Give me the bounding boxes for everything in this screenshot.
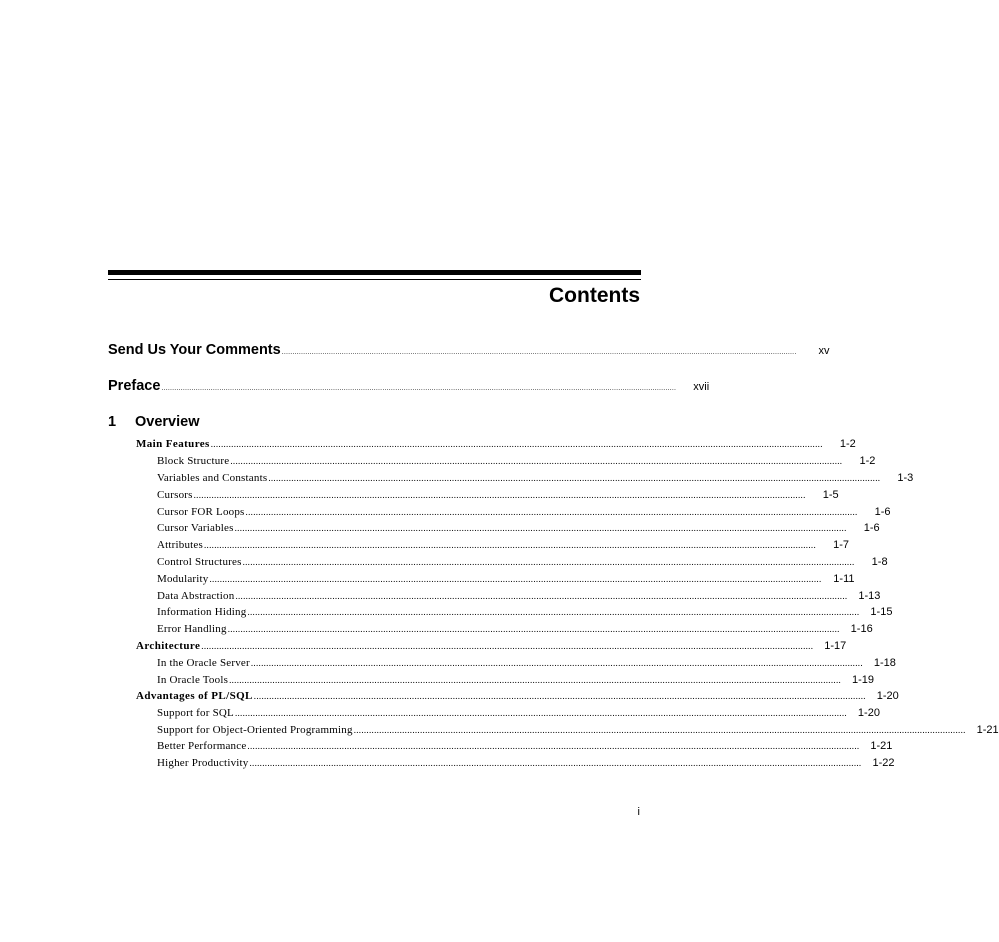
toc-entry-label: Better Performance xyxy=(157,740,247,752)
dot-leader: ................................................................................................................................................................................................................................................ xyxy=(227,624,840,634)
dot-leader: ................................................................................................................................................................................................................................................ xyxy=(193,490,806,500)
toc-entry-cursors[interactable] xyxy=(157,489,839,501)
toc-entry-page: 1-15 xyxy=(870,606,893,618)
page-title: Contents xyxy=(549,284,640,307)
toc-entry-advantages-of-plsql[interactable] xyxy=(136,690,899,702)
toc-entry-label: Architecture xyxy=(136,640,201,652)
toc-entry-data-abstraction[interactable] xyxy=(157,590,881,602)
toc-entry-page: 1-18 xyxy=(873,657,896,669)
toc-entry-label: Data Abstraction xyxy=(157,590,235,602)
toc-entry-page: 1-22 xyxy=(872,757,895,769)
toc-entry-label: In Oracle Tools xyxy=(157,674,229,686)
toc-entry-label: Error Handling xyxy=(157,623,227,635)
toc-entry-support-for-sql[interactable] xyxy=(157,707,880,719)
toc-entry-page: 1-11 xyxy=(833,573,855,585)
dot-leader: ................................................................................................................................................................................................................................................ xyxy=(209,574,822,584)
dot-leader: ................................................................................................................................................................................................................................................ xyxy=(234,523,847,533)
toc-entry-page: 1-8 xyxy=(871,556,888,568)
toc-entry-variables-and-constants[interactable] xyxy=(157,472,914,484)
dot-leader: ................................................................................................................................................................................................................................................ xyxy=(247,741,860,751)
toc-entry-better-performance[interactable] xyxy=(157,740,893,752)
dot-leader: ................................................................................................................................................................................................................................................ xyxy=(210,439,823,449)
toc-entry-error-handling[interactable] xyxy=(157,623,873,635)
toc-entry-page: 1-19 xyxy=(852,674,875,686)
toc-entry-label: Modularity xyxy=(157,573,209,585)
toc-entry-in-oracle-tools[interactable] xyxy=(157,674,875,686)
dot-leader: ................................................................................................................................................................................................................................................ xyxy=(245,507,858,517)
toc-entry-label: Send Us Your Comments xyxy=(108,342,281,358)
dot-leader: ................................................................................................................................................................................................................................................ xyxy=(234,708,847,718)
toc-entry-page: 1-6 xyxy=(874,506,891,518)
toc-entry-cursor-variables[interactable] xyxy=(157,522,880,534)
toc-entry-page: 1-13 xyxy=(858,590,881,602)
toc-entry-label: Block Structure xyxy=(157,455,230,467)
toc-entry-page: 1-6 xyxy=(863,522,880,534)
toc-entry-preface[interactable] xyxy=(108,378,710,394)
toc-entry-attributes[interactable] xyxy=(157,539,849,551)
dot-leader: ................................................................................................................................................................................................................................................ xyxy=(249,758,862,768)
toc-entry-label: Support for Object-Oriented Programming xyxy=(157,724,353,736)
dot-leader: ................................................................................................................................................................................................................................................ xyxy=(229,675,842,685)
toc-entry-main-features[interactable] xyxy=(136,438,856,450)
toc-entry-label: Main Features xyxy=(136,438,210,450)
dot-leader: ................................................................................................................................................................................................................................................ xyxy=(230,456,843,466)
toc-entry-page: 1-3 xyxy=(897,472,914,484)
toc-entry-page: 1-2 xyxy=(839,438,856,450)
header-rule-thin xyxy=(108,279,641,280)
toc-entry-architecture[interactable] xyxy=(136,640,847,652)
dot-leader: ................................................................................................................................................................................................................................................ xyxy=(281,349,797,356)
toc-entry-label: Attributes xyxy=(157,539,203,551)
dot-leader: ................................................................................................................................................................................................................................................ xyxy=(201,641,814,651)
toc-entry-higher-productivity[interactable] xyxy=(157,757,895,769)
toc-entry-label: Variables and Constants xyxy=(157,472,268,484)
toc-entry-page: 1-16 xyxy=(850,623,873,635)
chapter-heading[interactable] xyxy=(108,414,200,430)
page-number: i xyxy=(637,806,640,818)
header-rule-thick xyxy=(108,270,641,275)
toc-entry-label: Cursor FOR Loops xyxy=(157,506,245,518)
dot-leader: ................................................................................................................................................................................................................................................ xyxy=(235,591,848,601)
dot-leader: ................................................................................................................................................................................................................................................ xyxy=(353,725,966,735)
toc-entry-label: Preface xyxy=(108,378,161,394)
toc-entry-send-us-your-comments[interactable] xyxy=(108,342,830,358)
toc-entry-information-hiding[interactable] xyxy=(157,606,893,618)
toc-entry-page: 1-17 xyxy=(824,640,847,652)
toc-entry-label: In the Oracle Server xyxy=(157,657,250,669)
toc-entry-block-structure[interactable] xyxy=(157,455,876,467)
toc-entry-label: Cursors xyxy=(157,489,193,501)
toc-entry-control-structures[interactable] xyxy=(157,556,888,568)
toc-entry-page: xvii xyxy=(693,381,710,393)
toc-entry-label: Control Structures xyxy=(157,556,242,568)
toc-entry-label: Cursor Variables xyxy=(157,522,234,534)
dot-leader: ................................................................................................................................................................................................................................................ xyxy=(161,385,677,392)
dot-leader: ................................................................................................................................................................................................................................................ xyxy=(242,557,855,567)
toc-entry-page: 1-2 xyxy=(859,455,876,467)
toc-entry-page: xv xyxy=(818,345,830,357)
toc-entry-page: 1-21 xyxy=(976,724,999,736)
dot-leader: ................................................................................................................................................................................................................................................ xyxy=(253,691,866,701)
dot-leader: ................................................................................................................................................................................................................................................ xyxy=(204,540,816,550)
toc-entry-page: 1-5 xyxy=(822,489,839,501)
toc-entry-label: Support for SQL xyxy=(157,707,234,719)
toc-entry-label: Advantages of PL/SQL xyxy=(136,690,253,702)
toc-entry-page: 1-20 xyxy=(857,707,880,719)
chapter-title: Overview xyxy=(135,414,200,430)
dot-leader: ................................................................................................................................................................................................................................................ xyxy=(268,473,881,483)
toc-entry-support-for-object-oriented-programming[interactable] xyxy=(157,724,999,736)
toc-entry-modularity[interactable] xyxy=(157,573,855,585)
toc-entry-page: 1-21 xyxy=(870,740,893,752)
dot-leader: ................................................................................................................................................................................................................................................ xyxy=(250,658,863,668)
chapter-number: 1 xyxy=(108,414,117,430)
toc-entry-page: 1-7 xyxy=(833,539,849,551)
toc-entry-page: 1-20 xyxy=(876,690,899,702)
dot-leader: ................................................................................................................................................................................................................................................ xyxy=(247,607,860,617)
toc-entry-in-the-oracle-server[interactable] xyxy=(157,657,896,669)
toc-entry-label: Information Hiding xyxy=(157,606,247,618)
toc-entry-cursor-for-loops[interactable] xyxy=(157,506,891,518)
toc-entry-label: Higher Productivity xyxy=(157,757,249,769)
